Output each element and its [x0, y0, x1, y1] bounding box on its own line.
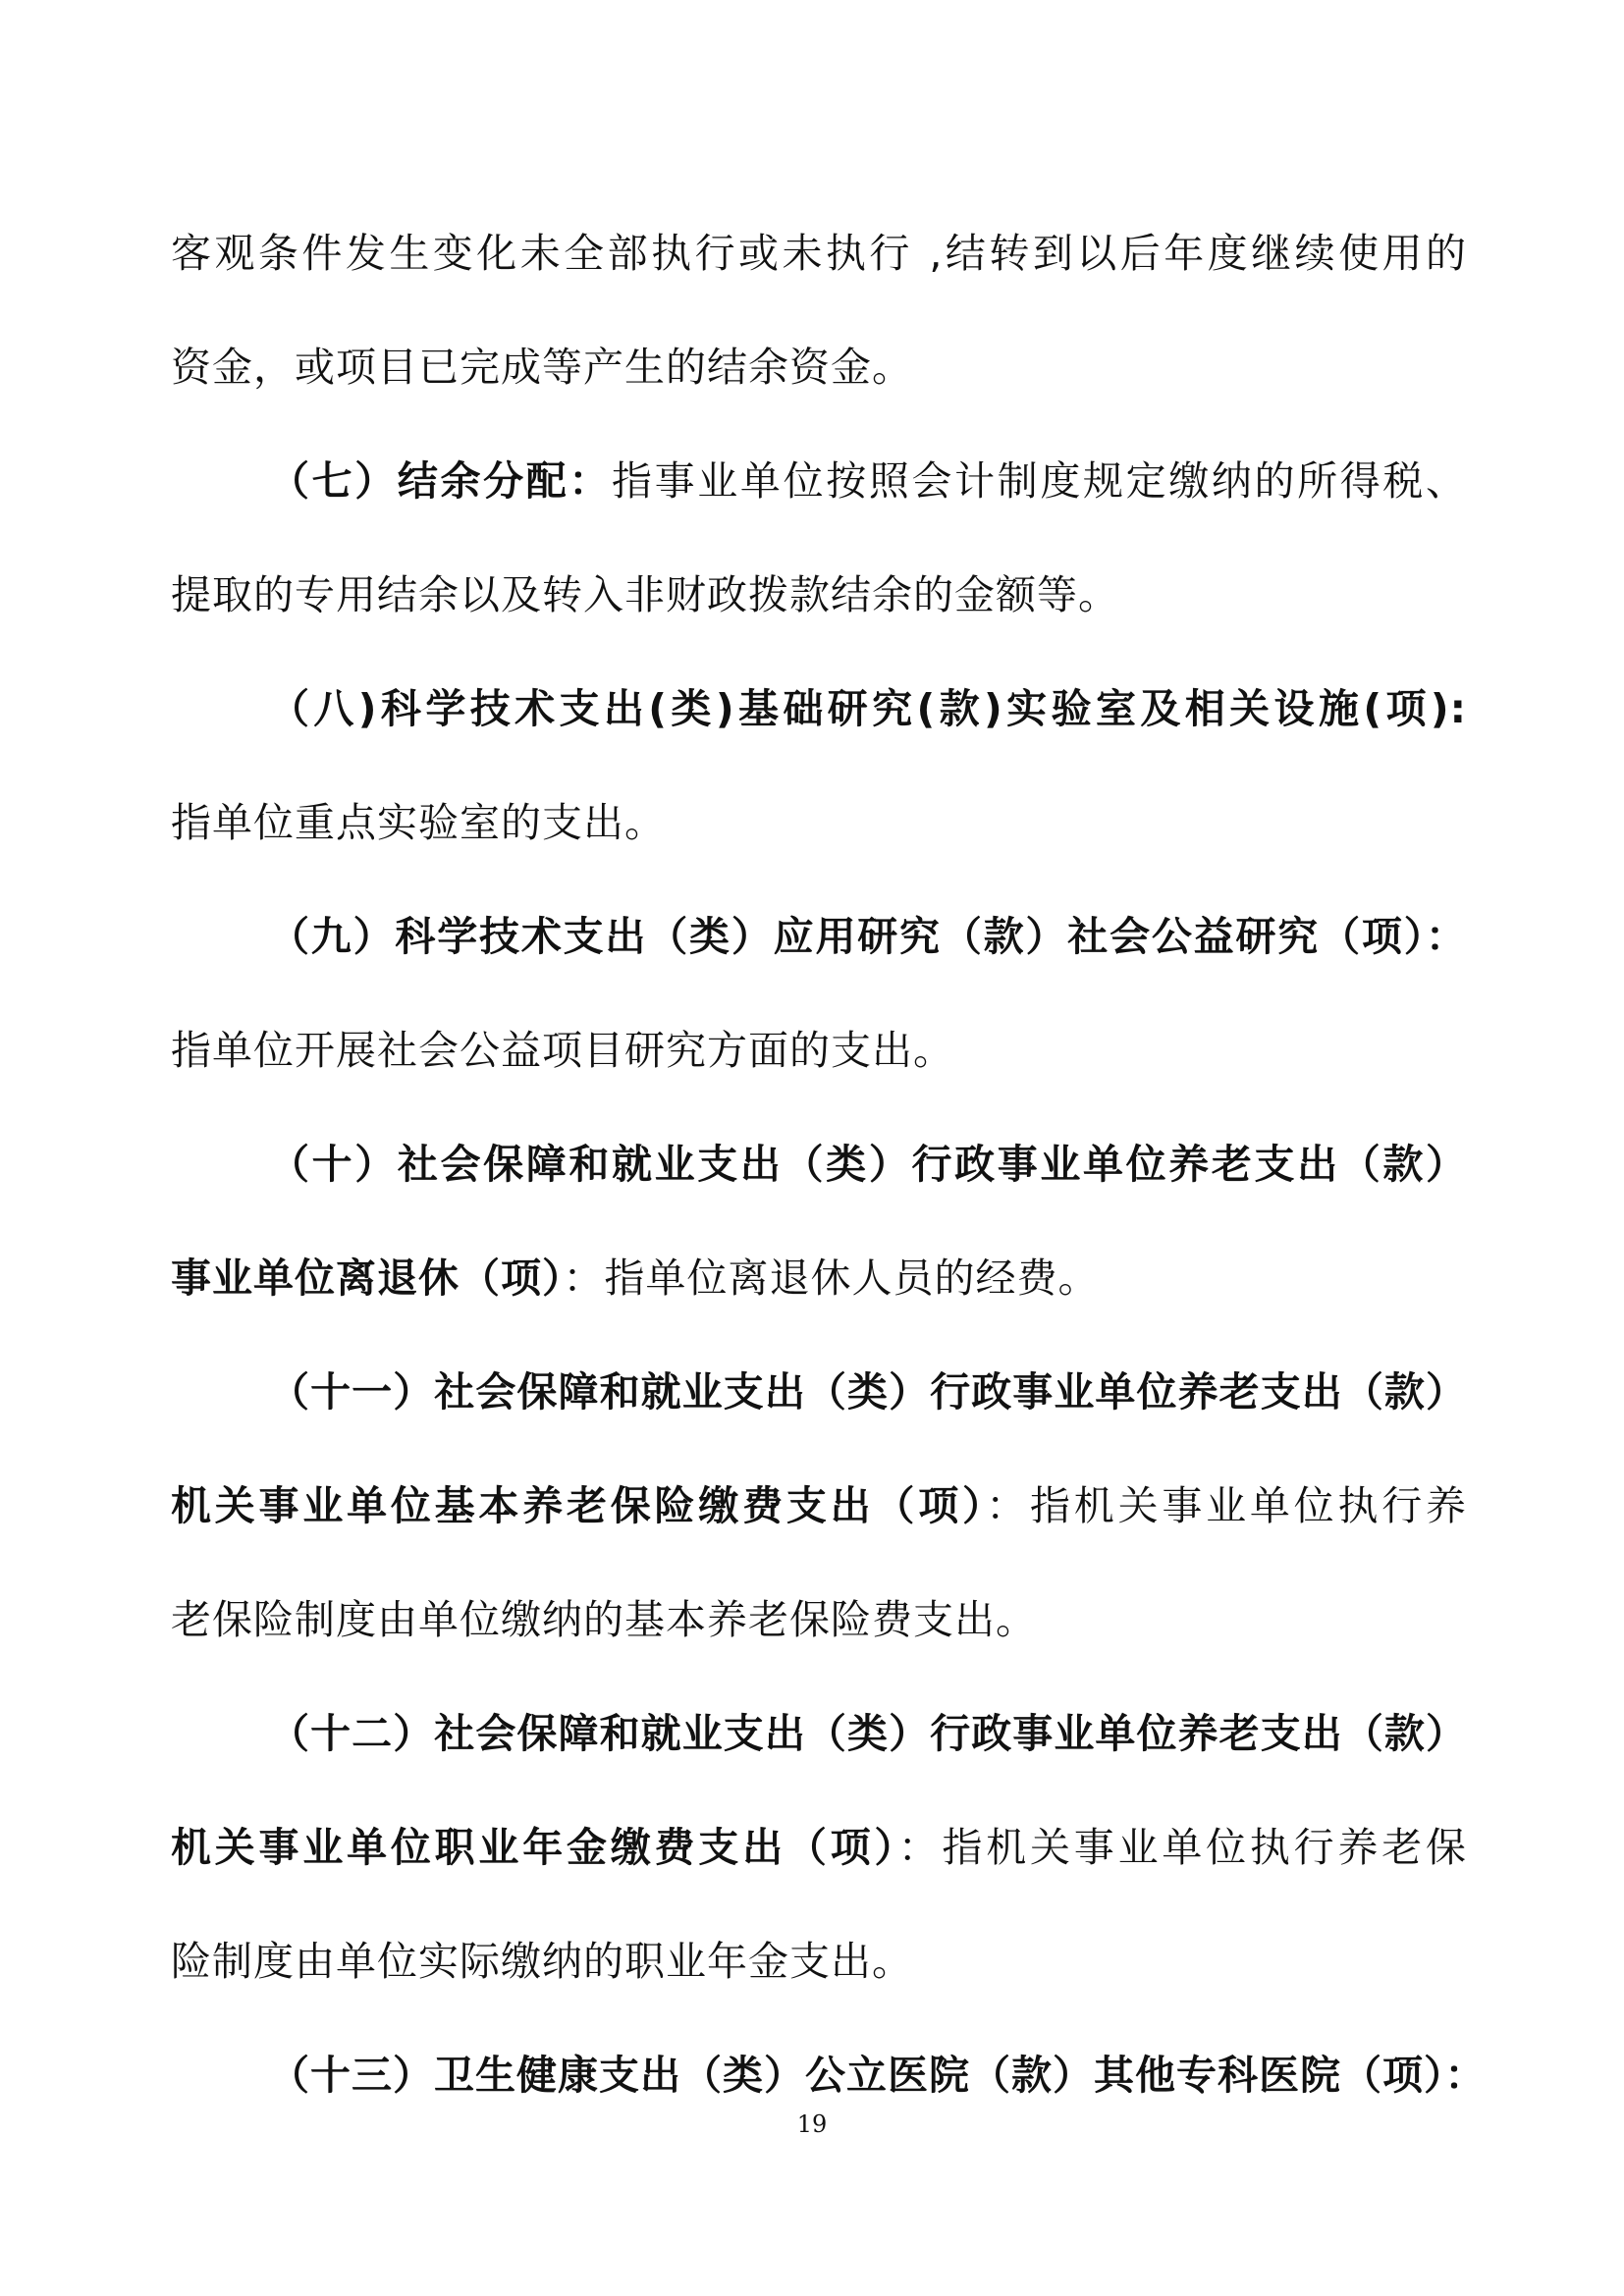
paragraph-line [171, 1563, 1467, 1677]
paragraph-line [171, 1790, 1467, 1904]
paragraph-line [171, 1904, 1467, 2018]
page-number: 19 [796, 2110, 828, 2138]
section-heading-line [171, 424, 1467, 538]
body-text [171, 196, 1487, 2132]
section-heading: （十二）社会保障和就业支出（类）行政事业单位养老支出（款） [269, 1710, 1467, 1757]
line-text: 老保险制度由单位缴纳的基本养老保险费支出。 [171, 1596, 1037, 1643]
section-heading: （八)科学技术支出(类)基础研究(款)实验室及相关设施(项): [269, 685, 1467, 732]
section-heading: （十）社会保障和就业支出（类）行政事业单位养老支出（款） [269, 1141, 1467, 1188]
section-heading-line [171, 1677, 1467, 1790]
section-heading: 事业单位离退休（项） [171, 1255, 564, 1302]
line-text: 客观条件发生变化未全部执行或未执行 ,结转到以后年度继续使用的 [171, 230, 1467, 277]
section-heading: （十一）社会保障和就业支出（类）行政事业单位养老支出（款） [269, 1368, 1467, 1415]
section-heading: （十三）卫生健康支出（类）公立医院（款）其他专科医院（项）： [269, 2052, 1487, 2099]
section-heading-line [171, 1107, 1467, 1221]
section-heading: （七）结余分配： [269, 457, 613, 505]
paragraph-line [171, 1449, 1467, 1563]
section-heading: （九）科学技术支出（类）应用研究（款）社会公益研究（项）： [269, 913, 1467, 960]
paragraph-line [171, 196, 1467, 310]
line-text: 指事业单位按照会计制度规定缴纳的所得税、 [612, 457, 1468, 505]
line-text: 指单位重点实验室的支出。 [171, 799, 666, 846]
line-text: ：指机关事业单位执行养老保 [897, 1824, 1468, 1871]
line-text: 资金，或项目已完成等产生的结余资金。 [171, 344, 913, 391]
line-text: ：指单位离退休人员的经费。 [563, 1255, 1100, 1302]
paragraph-line [171, 766, 1467, 880]
line-text: 提取的专用结余以及转入非财政拨款结余的金额等。 [171, 571, 1119, 618]
paragraph-line [171, 993, 1467, 1107]
section-heading: 机关事业单位基本养老保险缴费支出（项） [171, 1482, 987, 1529]
line-text: 险制度由单位实际缴纳的职业年金支出。 [171, 1938, 913, 1985]
section-heading-line [171, 652, 1467, 766]
paragraph-line [171, 538, 1467, 652]
section-heading-line [171, 880, 1467, 993]
section-heading: 机关事业单位职业年金缴费支出（项） [171, 1824, 898, 1871]
line-text: 指单位开展社会公益项目研究方面的支出。 [171, 1027, 954, 1074]
line-text: ：指机关事业单位执行养 [986, 1482, 1468, 1529]
paragraph-line [171, 1221, 1467, 1335]
section-heading-line [171, 1335, 1467, 1449]
paragraph-line [171, 310, 1467, 424]
